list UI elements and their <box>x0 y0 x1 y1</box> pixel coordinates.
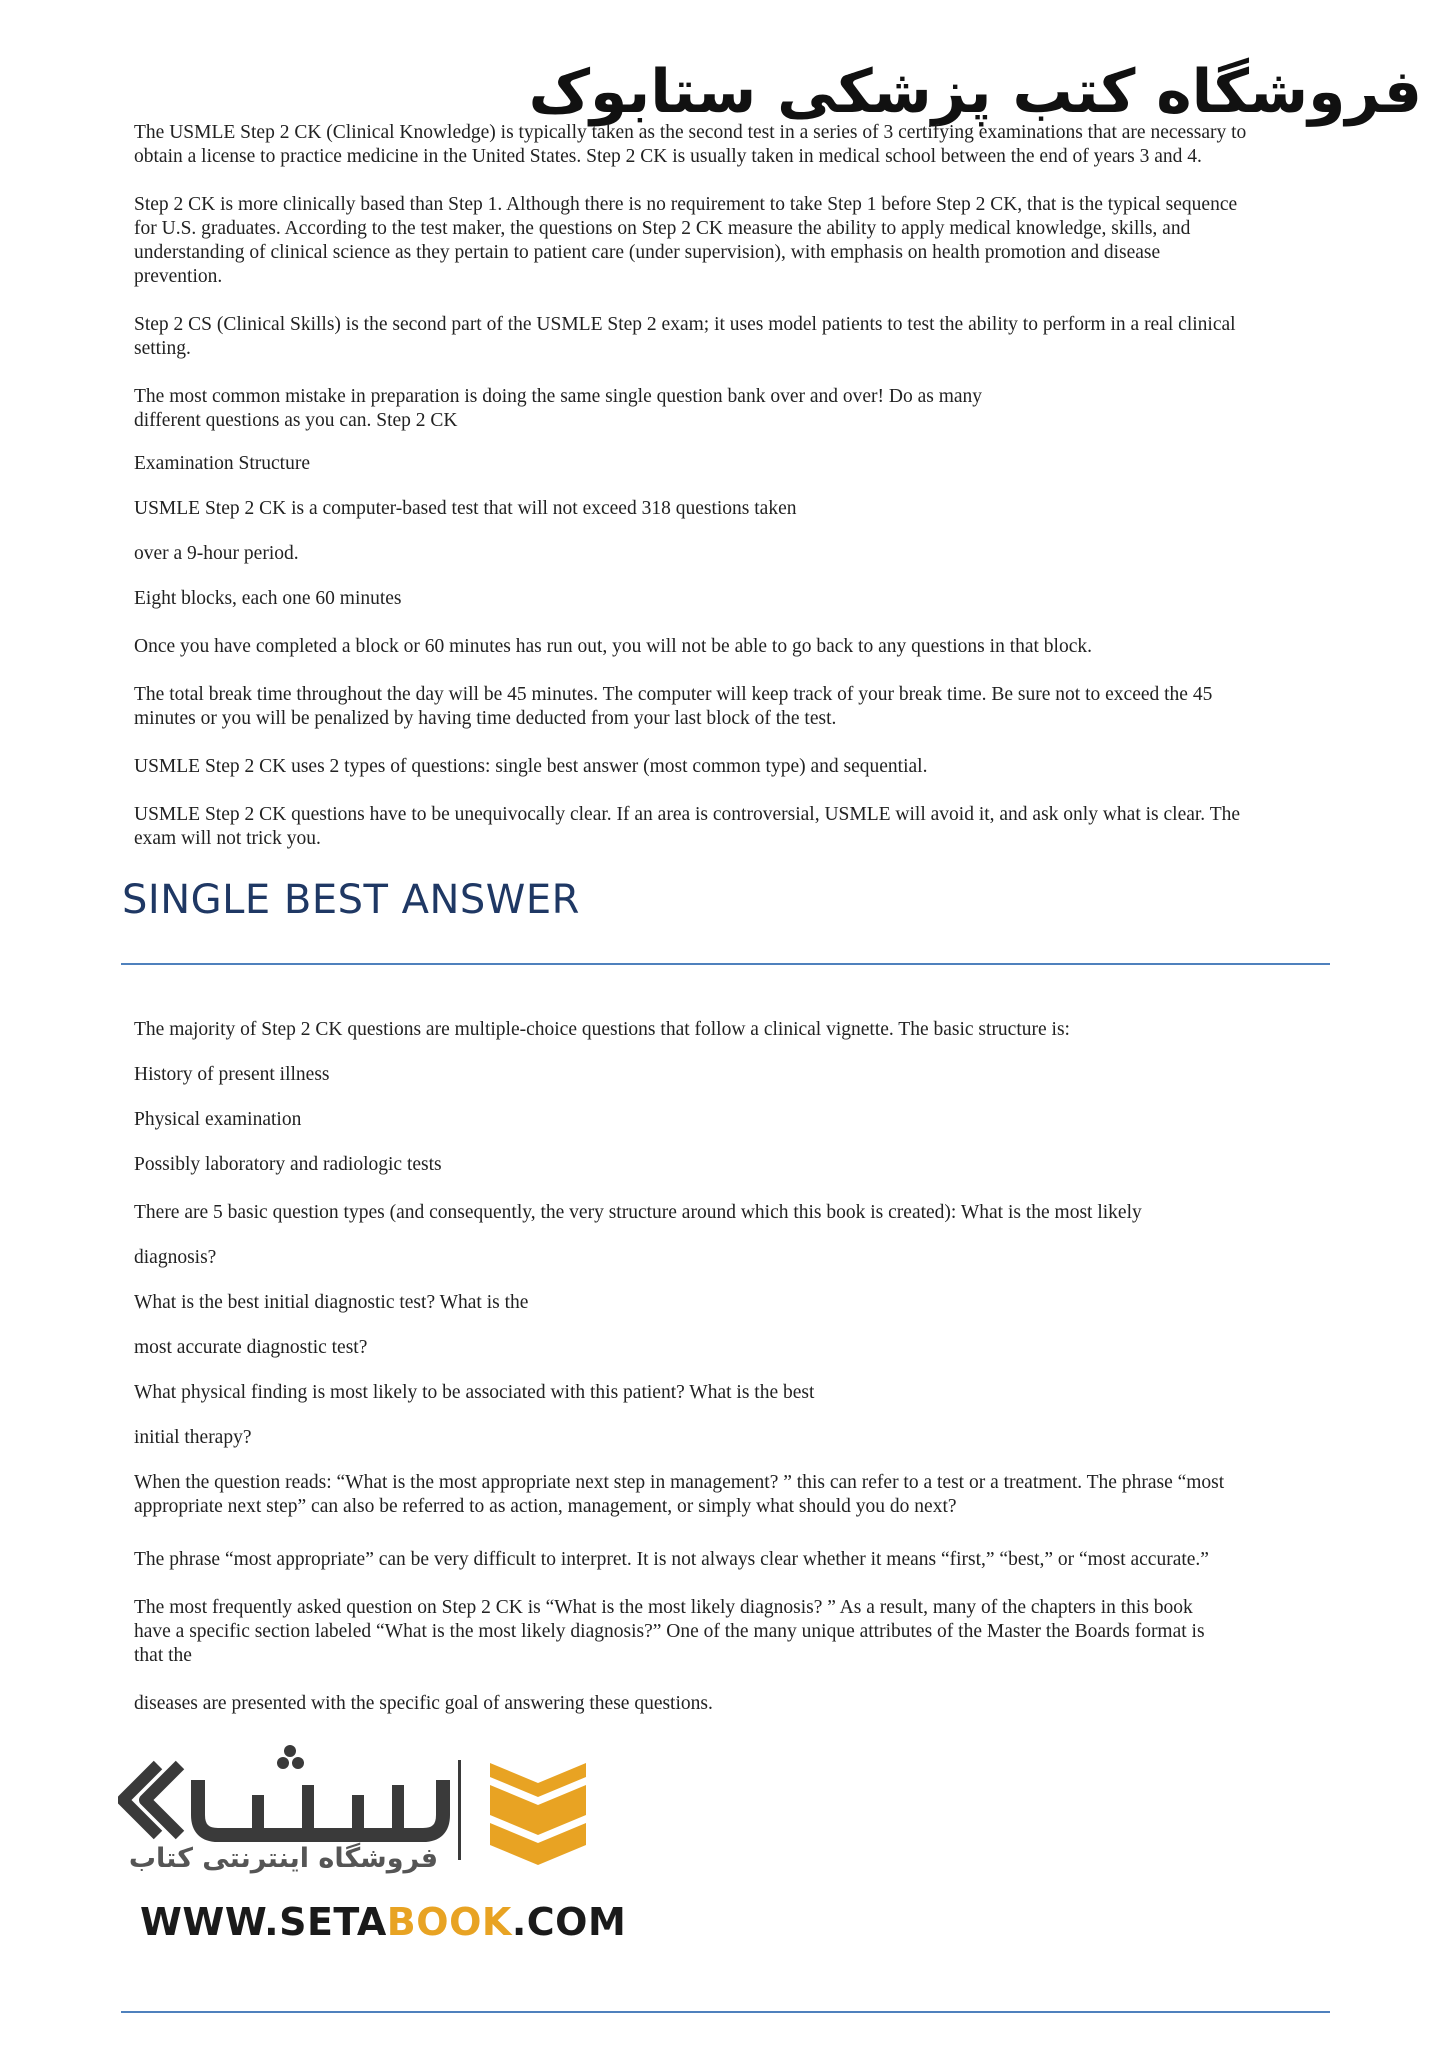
paragraph: There are 5 basic question types (and consequently, the very structure around which this book is created): What is the most likely <box>134 1202 1142 1223</box>
paragraph: Examination Structure <box>134 453 310 474</box>
paragraph: The phrase “most appropriate” can be very difficult to interpret. It is not always clear whether it means “first,” “best,” or “most accurate.” <box>134 1549 1209 1570</box>
setabook-logo <box>118 1745 627 1945</box>
section-heading: SINGLE BEST ANSWER <box>122 877 580 923</box>
paragraph: Eight blocks, each one 60 minutes <box>134 588 402 609</box>
paragraph: over a 9-hour period. <box>134 543 299 564</box>
paragraph: USMLE Step 2 CK uses 2 types of questions: single best answer (most common type) and sequential. <box>134 756 928 777</box>
paragraph: Step 2 CS (Clinical Skills) is the second part of the USMLE Step 2 exam; it uses model patients to test the ability to perform in a real clinical setting. <box>134 314 1236 359</box>
paragraph: most accurate diagnostic test? <box>134 1337 368 1358</box>
paragraph: diseases are presented with the specific goal of answering these questions. <box>134 1693 713 1714</box>
paragraph: USMLE Step 2 CK is a computer-based test that will not exceed 318 questions taken <box>134 498 797 519</box>
paragraph: The USMLE Step 2 CK (Clinical Knowledge) is typically taken as the second test in a series of 3 certifying examinations that are necessary to obtain a license to practice medicine in the United States. Step 2 CK is usually taken in medical school between the end of years 3 and 4. <box>134 122 1247 167</box>
paragraph: What is the best initial diagnostic test? What is the <box>134 1292 529 1313</box>
website-url: WWW.SETABOOK.COM <box>140 1900 627 1944</box>
paragraph: The total break time throughout the day will be 45 minutes. The computer will keep track of your break time. Be sure not to exceed the 45 minutes or you will be penalized by having time deducted from your last block of the test. <box>134 684 1213 729</box>
footer-divider <box>121 2011 1330 2013</box>
paragraph: History of present illness <box>134 1064 330 1085</box>
paragraph: When the question reads: “What is the most appropriate next step in management? ” this can refer to a test or a treatment. The phrase “most appropriate next step” can also be referred to as action, management, or simply what should you do next? <box>134 1472 1225 1517</box>
paragraph: Possibly laboratory and radiologic tests <box>134 1154 442 1175</box>
store-watermark: فروشگاه کتب پزشکی ستابوک <box>528 57 1422 127</box>
paragraph: USMLE Step 2 CK questions have to be unequivocally clear. If an area is controversial, USMLE will avoid it, and ask only what is clear. The exam will not trick you. <box>134 804 1241 849</box>
paragraph: The majority of Step 2 CK questions are multiple-choice questions that follow a clinical vignette. The basic structure is: <box>134 1019 1070 1040</box>
paragraph: Physical examination <box>134 1109 302 1130</box>
paragraph: The most frequently asked question on Step 2 CK is “What is the most likely diagnosis? ” As a result, many of the chapters in this book have a specific section labeled “What is the most likely diagnosis?” One of the many unique attributes of the Master the Boards format is that the <box>134 1597 1205 1666</box>
paragraph: Once you have completed a block or 60 minutes has run out, you will not be able to go back to any questions in that block. <box>134 636 1093 657</box>
paragraph: The most common mistake in preparation is doing the same single question bank over and over! Do as many different questions as you can. Step 2 CK <box>134 386 983 431</box>
paragraph: Step 2 CK is more clinically based than Step 1. Although there is no requirement to take Step 1 before Step 2 CK, that is the typical sequence for U.S. graduates. According to the test maker, the questions on Step 2 CK measure the ability to apply medical knowledge, skills, and understanding of clinical science as they pertain to patient care (under supervision), with emphasis on health promotion and disease prevention. <box>134 194 1238 287</box>
heading-divider <box>121 963 1330 965</box>
logo-subtitle: فروشگاه اینترنتی کتاب <box>128 1843 438 1874</box>
paragraph: What physical finding is most likely to be associated with this patient? What is the best <box>134 1382 815 1403</box>
paragraph: initial therapy? <box>134 1427 252 1448</box>
paragraph: diagnosis? <box>134 1247 217 1268</box>
